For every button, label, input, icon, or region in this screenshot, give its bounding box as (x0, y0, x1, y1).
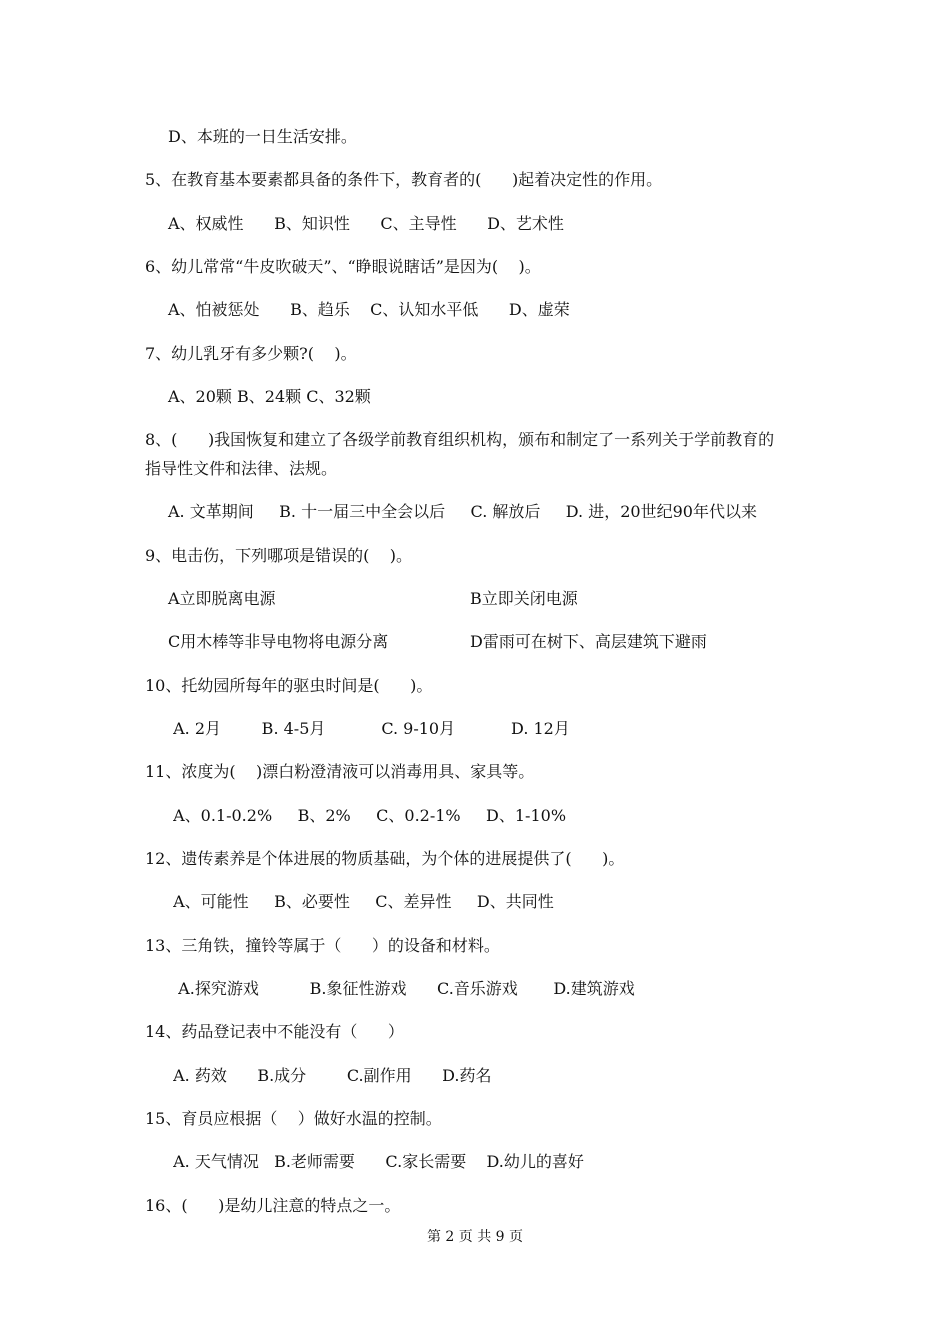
question-11-options: A、0.1-0.2% B、2% C、0.2-1% D、1-10% (168, 806, 567, 825)
question-9-option-a: A立即脱离电源 (168, 589, 276, 608)
question-8-line-2: 指导性文件和法律、法规。 (145, 459, 338, 478)
question-7: 7、幼儿乳牙有多少颗?( )。 (145, 344, 357, 363)
question-7-options: A、20颗 B、24颗 C、32颗 (168, 387, 371, 406)
question-8-line-1: 8、( )我国恢复和建立了各级学前教育组织机构，颁布和制定了一系列关于学前教育的 (145, 430, 775, 449)
question-13: 13、三角铁，撞铃等属于（ ）的设备和材料。 (145, 936, 500, 955)
question-12-options: A、可能性 B、必要性 C、差异性 D、共同性 (168, 892, 554, 911)
question-5-options: A、权威性 B、知识性 C、主导性 D、艺术性 (168, 214, 564, 233)
question-16: 16、( )是幼儿注意的特点之一。 (145, 1196, 401, 1215)
question-9-option-b: B立即关闭电源 (470, 589, 578, 608)
question-4-option-d: D、本班的一日生活安排。 (168, 127, 357, 146)
question-9-option-c: C用木棒等非导电物将电源分离 (168, 632, 389, 651)
question-5: 5、在教育基本要素都具备的条件下，教育者的( )起着决定性的作用。 (145, 170, 663, 189)
question-15-options: A. 天气情况 B.老师需要 C.家长需要 D.幼儿的喜好 (168, 1152, 584, 1171)
question-11: 11、浓度为( )漂白粉澄清液可以消毒用具、家具等。 (145, 762, 535, 781)
question-14: 14、药品登记表中不能没有（ ） (145, 1022, 404, 1041)
page-footer: 第 2 页 共 9 页 (426, 1229, 524, 1245)
question-15: 15、育员应根据（ ）做好水温的控制。 (145, 1109, 442, 1128)
question-8-options: A. 文革期间 B. 十一届三中全会以后 C. 解放后 D. 进，20世纪90年代以来 (168, 502, 757, 521)
question-9: 9、电击伤，下列哪项是错误的( )。 (145, 546, 413, 565)
question-12: 12、遗传素养是个体进展的物质基础，为个体的进展提供了( )。 (145, 849, 625, 868)
question-6: 6、幼儿常常“牛皮吹破天”、“睁眼说瞎话”是因为( )。 (145, 257, 541, 276)
question-6-options: A、怕被惩处 B、趋乐 C、认知水平低 D、虚荣 (168, 300, 570, 319)
question-10-options: A. 2月 B. 4-5月 C. 9-10月 D. 12月 (168, 719, 570, 738)
question-13-options: A.探究游戏 B.象征性游戏 C.音乐游戏 D.建筑游戏 (168, 979, 635, 998)
question-10: 10、托幼园所每年的驱虫时间是( )。 (145, 676, 433, 695)
question-14-options: A. 药效 B.成分 C.副作用 D.药名 (168, 1066, 492, 1085)
question-9-option-d: D雷雨可在树下、高层建筑下避雨 (470, 632, 707, 651)
